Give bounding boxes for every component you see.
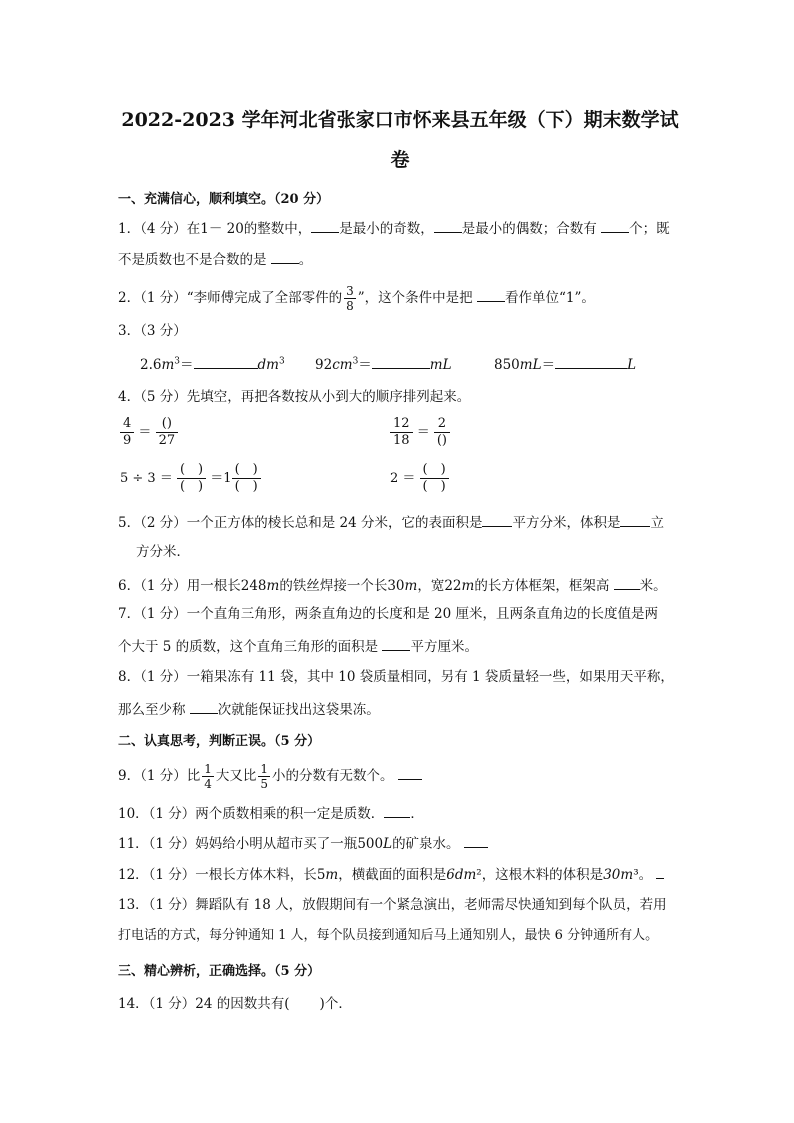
question-11: 11．（1 分）妈妈给小明从超市买了一瓶500L的矿泉水。: [118, 833, 684, 853]
answer-blank[interactable]: [620, 512, 650, 527]
answer-blank[interactable]: [194, 354, 258, 369]
answer-blank[interactable]: [384, 803, 410, 818]
q4-division: 5 ÷ 3 ＝ ( ) ( ) ＝1 ( ) ( ): [120, 462, 261, 495]
question-8-line-2: 那么至少称 次就能保证找出这袋果冻。: [118, 699, 684, 719]
answer-blank[interactable]: [434, 218, 462, 233]
answer-blank[interactable]: [311, 218, 339, 233]
question-5-line-1: 5．（2 分）一个正方体的棱长总和是 24 分米，它的表面积是 平方分米，体积是 立: [118, 512, 684, 532]
answer-blank[interactable]: [482, 512, 512, 527]
question-13-line-1: 13．（1 分）舞蹈队有 18 人，放假期间有一个紧急演出，老师需尽快通知到每个队员，若用: [118, 897, 667, 913]
fraction-three-eighths: $\frac{3}{8}$: [346, 284, 354, 313]
answer-blank[interactable]: [477, 287, 505, 302]
question-14: 14．（1 分）24 的因数共有( )个．: [118, 996, 352, 1012]
answer-blank[interactable]: [601, 218, 629, 233]
answer-blank[interactable]: ( ): [422, 479, 446, 494]
unit-conversion-2: $92cm^3=$ mL: [315, 353, 452, 373]
answer-blank[interactable]: [190, 699, 218, 714]
question-7-line-1: 7．（1 分）一个直角三角形，两条直角边的长度和是 20 厘米，且两条直角边的长度值是两: [118, 606, 658, 622]
question-2: 2．（1 分）“李师傅完成了全部零件的 $\frac{3}{8}$ ”，这个条件中是把 看作单位“1”。: [118, 284, 595, 313]
question-13-line-2: 打电话的方式，每分钟通知 1 人，每个队员接到通知后马上通知别人，最快 6 分钟通所有人。: [118, 928, 659, 943]
section-3-heading: 三、精心辨析，正确选择。（5 分）: [118, 964, 321, 979]
answer-blank[interactable]: ( ): [232, 462, 261, 479]
answer-blank[interactable]: [614, 575, 640, 590]
answer-blank[interactable]: (): [436, 433, 447, 448]
question-6: 6．（1 分）用一根长248m的铁丝焊接一个长30m，宽22m的长方体框架，框架高 米。: [118, 575, 684, 595]
title-line-2: 卷: [390, 149, 410, 171]
answer-blank[interactable]: [271, 249, 299, 264]
question-3-label: 3．（3 分）: [118, 323, 187, 339]
answer-blank[interactable]: [555, 354, 627, 369]
answer-blank[interactable]: ( ): [179, 479, 204, 494]
answer-blank[interactable]: (): [156, 416, 179, 433]
section-1-heading: 一、充满信心，顺利填空。（20 分）: [118, 192, 330, 207]
answer-blank[interactable]: ( ): [234, 479, 258, 494]
answer-blank[interactable]: [464, 833, 488, 848]
section-2-heading: 二、认真思考，判断正误。（5 分）: [118, 734, 321, 749]
fraction-one-quarter: $\frac{1}{4}$: [204, 762, 212, 791]
answer-blank[interactable]: [382, 636, 410, 651]
q4-two: 2 ＝ ( ) ( ): [390, 462, 449, 495]
answer-blank[interactable]: [372, 354, 430, 369]
question-4: 4．（5 分）先填空，再把各数按从小到大的顺序排列起来。: [118, 389, 471, 405]
unit-conversion-3: 850mL＝ L: [494, 353, 636, 373]
exam-title: [110, 100, 690, 180]
question-10: 10．（1 分）两个质数相乘的积一定是质数． ．: [118, 803, 684, 823]
q4-fraction-2: $\frac{12}{18}$ ＝ 2 (): [390, 416, 450, 449]
question-9: 9．（1 分）比 $\frac{1}{4}$ 大又比 $\frac{1}{5}$ 小的分数有无数个。: [118, 762, 684, 791]
question-7-line-2: 个大于 5 的质数，这个直角三角形的面积是 平方厘米。: [118, 636, 684, 656]
question-1-line-1: 1．（4 分）在1－ 20的整数中， 是最小的奇数， 是最小的偶数；合数有 个；既: [118, 218, 684, 238]
unit-conversion-1: $2.6m^3= dm^3$: [140, 353, 285, 373]
answer-blank[interactable]: [656, 864, 664, 879]
answer-blank[interactable]: [398, 765, 422, 780]
answer-blank[interactable]: ( ): [420, 462, 449, 479]
question-12: 12．（1 分）一根长方体木料，长5m，横截面的面积是6dm²，这根木料的体积是30m³。: [118, 864, 684, 884]
fraction-one-fifth: $\frac{1}{5}$: [260, 762, 269, 791]
question-5-line-2: 方分米．: [136, 544, 190, 560]
question-1-line-2: 不是质数也不是合数的是 。: [118, 249, 684, 269]
q4-fraction-1: $\frac{4}{9}$ ＝ () 27: [120, 416, 178, 449]
answer-blank[interactable]: ( ): [177, 462, 206, 479]
question-8-line-1: 8．（1 分）一箱果冻有 11 袋，其中 10 袋质量相同，另有 1 袋质量轻一些，如果用天平称，: [118, 669, 674, 685]
title-line-1: 2022-2023 学年河北省张家口市怀来县五年级（下）期末数学试: [121, 109, 679, 131]
